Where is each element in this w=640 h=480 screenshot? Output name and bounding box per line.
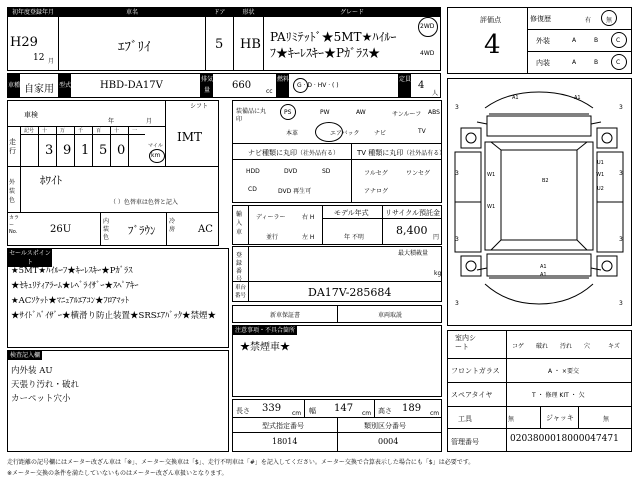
footer-line-2: ※メーター交換の条件を満たしていないものはメーター改ざん車扱いとなります。 [7, 470, 228, 477]
tv-item-b-0: アナログ [364, 188, 389, 195]
equip-item-0: PS [284, 109, 292, 116]
import-dealer: ディーラー [256, 214, 286, 221]
interior-grade-2: C [616, 59, 621, 66]
ac-value: AC [198, 224, 213, 235]
drive-4wd: 4WD [420, 50, 435, 57]
repair-label: 修復歴 [530, 15, 551, 23]
diag-b2: B2 [542, 178, 549, 184]
diag-num-7: 3 [619, 300, 623, 307]
mileage-digit-4: 5 [99, 143, 108, 158]
diag-a1-rear: A1 [540, 264, 547, 270]
length-label: 長さ [236, 407, 250, 415]
vehicle-type-header: 車種 [8, 74, 20, 97]
displacement-unit: cc [266, 88, 273, 95]
inspector-header: 検査記入欄 [9, 352, 40, 359]
equipment-label: 装備品に丸印 [236, 108, 267, 123]
mileage-digit-head-2: 万 [60, 128, 66, 134]
drive-2wd: 2WD [420, 23, 435, 30]
tv-label-sub: （社外品有る） [403, 150, 446, 157]
mileage-digit-5: 0 [117, 143, 126, 158]
recycle-value: 8,400 [396, 224, 428, 237]
mileage-digit-head-6: 一 [132, 128, 138, 134]
shift-label: シフト [190, 103, 209, 110]
chassis-label: 車台番号 [235, 285, 247, 299]
mileage-cell-divider [56, 126, 57, 166]
chassis-number: DA17V-285684 [308, 286, 392, 299]
vehicle-type: 自家用 [24, 84, 54, 95]
reg-month: 12 [33, 53, 45, 63]
max-load-unit: kg [434, 270, 442, 277]
height-unit: cm [430, 410, 440, 417]
sales-line-3: ★ｻｲﾄﾞﾊﾞｲｻﾞｰ★横滑り防止装置★SRSｴｱﾊﾞｯｸ★禁煙★ [11, 311, 217, 321]
tv-item-0: フルセグ [364, 170, 388, 177]
repair-no: 無 [606, 17, 613, 24]
nav-item-b-1: DVD 再生可 [278, 188, 312, 195]
tools-label: 工具 [458, 415, 472, 423]
mileage-cell-divider [74, 126, 75, 166]
inspector-line-0: 内外装 AU [11, 366, 53, 376]
import-right: 右 H [302, 214, 315, 221]
displacement-header: 排気量 [201, 74, 213, 97]
sheet-item-2: 汚れ [560, 343, 573, 350]
diag-num-1: 3 [619, 104, 623, 111]
tools-value: 無 [508, 416, 515, 423]
sales-line-1: ★ｾｷｭﾘﾃｨｱﾗｰﾑ★ﾚﾍﾞﾗｲｻﾞｰ★ｽﾍﾟｱｷｰ [11, 281, 139, 291]
recycle-unit: 円 [433, 234, 440, 241]
diag-a1-top: A1 [512, 95, 519, 101]
mileage-digit-head-5: 十 [114, 128, 120, 134]
mgmt-number: 0203800018000047471 [510, 434, 619, 444]
ac-label: 冷房 [169, 218, 176, 233]
row2-table [7, 73, 441, 98]
mgmt-label: 管理番号 [451, 438, 479, 446]
exterior-label: 外装 [536, 37, 550, 45]
nav-item-2: SD [322, 168, 331, 175]
model-year-value: 年 不明 [344, 234, 364, 241]
color-note: （ ）色替車は色替と記入 [110, 199, 178, 206]
notes-value: ★禁煙車★ [240, 342, 290, 353]
mileage-label: 走行 [9, 138, 16, 155]
mileage-unit-km: km [151, 152, 161, 159]
color-code-label: カラーNo. [9, 215, 20, 235]
shape-header: 形状 [234, 8, 263, 17]
exterior-c-circle [611, 32, 627, 48]
sheet-item-3: 穴 [584, 343, 591, 350]
door-header: ドア [206, 8, 233, 17]
class-no: 0004 [378, 437, 399, 446]
mileage-unit-mile: マイル [148, 143, 163, 149]
equip-item-2: AW [356, 109, 366, 116]
exterior-grade-0: A [572, 37, 577, 44]
interior-c-circle [611, 54, 627, 70]
mileage-digit-3: 1 [81, 143, 90, 158]
equip-item-2-0: 本革 [286, 130, 299, 137]
height-value: 189 [402, 403, 422, 414]
score-label: 評価点 [480, 16, 501, 24]
notes-box [232, 325, 442, 397]
interior-color: ﾌﾞﾗｳﾝ [128, 224, 156, 237]
car-diagram [447, 78, 632, 326]
sheet-item-4: キズ [608, 343, 620, 350]
nav-item-0: HDD [246, 168, 260, 175]
type-no: 18014 [272, 437, 298, 446]
diag-num-0: 3 [455, 104, 459, 111]
import-parallel: 並行 [266, 234, 279, 241]
grade-header: グレード [264, 8, 440, 17]
capacity-header: 定員 [399, 74, 411, 97]
front-glass-value: A ・ ×要交 [548, 368, 579, 375]
recycle-label: リサイクル預託金 [385, 209, 441, 217]
import-label: 輸入車 [236, 211, 243, 236]
sales-points-header: セールスポイント [9, 250, 51, 266]
equip-item-1: PW [320, 109, 330, 116]
equip-item-2-1: エアバック [330, 130, 360, 137]
tv-label-text: TV 種類に丸印 [357, 149, 404, 157]
reg-date-header: 初年度登録年月 [8, 8, 58, 17]
nav-label-sub: （社外品有る） [297, 150, 340, 157]
car-name: ｴﾌﾞﾘｲ [118, 40, 151, 55]
inspector-line-1: 天張り汚れ・破れ [11, 380, 80, 390]
nav-item-1: DVD [284, 168, 298, 175]
sales-line-2: ★ACｿｹｯﾄ★ﾏﾆｭｱﾙｴｱｺﾝ★ﾌﾛｱﾏｯﾄ [11, 296, 130, 306]
exterior-grade-2: C [616, 37, 621, 44]
reg-month-unit: 月 [48, 58, 55, 65]
mileage-digit-2: 9 [63, 143, 72, 158]
vehicle-manual: 車両取説 [378, 312, 403, 319]
diag-num-5: 3 [619, 236, 623, 243]
tv-item-1: ワンセグ [406, 170, 431, 177]
length-unit: cm [292, 410, 302, 417]
diag-num-2: 3 [455, 170, 459, 177]
spare-tire-value: T ・ 修理 KIT ・ 欠 [532, 392, 585, 399]
color-label: 外装色 [9, 179, 16, 204]
nav-item-b-0: CD [248, 186, 257, 193]
jack-value: 無 [603, 416, 610, 423]
sales-line-0: ★5MT★ﾊｲﾙｰﾌ★ｷｰﾚｽｷｰ★Pｶﾞﾗｽ [11, 266, 133, 276]
model-header: 型式 [59, 74, 71, 97]
evaluation-score: 4 [484, 30, 501, 60]
footer-line-1: 走行距離の記号欄にはメーター改ざん車は「※」、メーター交換車は「$」、走行不明車は「#」を記入してください。メーター交換で合算表示した場合にも「$」は必要です。 [7, 459, 475, 466]
diag-num-3: 3 [619, 170, 623, 177]
interior-label: 内装 [536, 59, 550, 67]
height-label: 高さ [378, 407, 392, 415]
notes-header: 注意事項・不具合箇所 [234, 327, 295, 334]
diag-w1-rear: W1 [487, 204, 496, 210]
door-count: 5 [215, 37, 224, 52]
new-car-warranty: 新車保証書 [270, 312, 301, 319]
color-code: 26U [50, 224, 72, 235]
mileage-digit-head-0: 記号 [24, 128, 35, 134]
mileage-digit-head-3: 千 [78, 128, 84, 134]
interior-color-label: 内装色 [103, 218, 110, 241]
mileage-digit-head-1: 十 [42, 128, 48, 134]
length-value: 339 [262, 403, 282, 414]
model-year-label: モデル年式 [334, 209, 369, 217]
diag-w1-left: W1 [487, 172, 496, 178]
inspection-month: 月 [146, 118, 153, 125]
diag-a1-top-2: A1 [574, 95, 581, 101]
mileage-cell-divider [38, 126, 39, 166]
equip-item-3: サンルーフ [392, 111, 422, 118]
car-name-header: 車名 [59, 8, 205, 17]
spare-tire-label: スペアタイヤ [451, 391, 493, 399]
mileage-cell-divider [92, 126, 93, 166]
equip-item-2-3: TV [418, 128, 426, 135]
diag-num-6: 3 [455, 300, 459, 307]
grade-line-2: ﾌ★ｷｰﾚｽｷｰ★Pｶﾞﾗｽ★ [270, 46, 381, 60]
diag-u1: U1 [597, 160, 604, 166]
interior-sheet-label: 室内シート [455, 334, 476, 351]
interior-grade-1: B [594, 59, 599, 66]
diag-num-4: 3 [455, 236, 459, 243]
mileage-digit-head-4: 百 [96, 128, 102, 134]
jack-label: ジャッキ [546, 414, 574, 422]
width-unit: cm [362, 410, 372, 417]
exterior-grade-1: B [594, 37, 599, 44]
tv-label [357, 148, 445, 158]
diag-a1-rear-2: A1 [540, 272, 547, 278]
repair-yes: 有 [585, 17, 592, 24]
mileage-digit-1: 3 [45, 143, 54, 158]
equip-item-2-2: ナビ [374, 130, 387, 137]
model-code: HBD-DA17V [100, 80, 163, 91]
reg-year: H29 [10, 35, 38, 50]
body-shape: HB [240, 37, 261, 52]
width-label: 幅 [309, 407, 316, 415]
shift-value: IMT [177, 130, 203, 144]
nav-label [248, 148, 339, 158]
sheet-item-0: コゲ [512, 343, 525, 350]
fuel-header: 燃料 [277, 74, 289, 97]
diag-u2: U2 [597, 186, 604, 192]
inspection-label: 車検 [24, 111, 38, 119]
class-no-label: 類別区分番号 [364, 422, 406, 430]
front-glass-label: フロントガラス [451, 367, 500, 375]
interior-grade-0: A [572, 59, 577, 66]
fuel-options: G · D · HV · ( ) [297, 82, 339, 89]
capacity-unit: 人 [432, 90, 439, 97]
inspection-year: 年 [108, 118, 115, 125]
capacity: 4 [418, 80, 425, 91]
nav-label-text: ナビ種類に丸印 [248, 149, 297, 157]
max-load-label: 最大積載量 [398, 250, 429, 257]
type-no-label: 型式指定番号 [262, 422, 304, 430]
exterior-color: ﾎﾜｲﾄ [40, 174, 62, 187]
import-left: 左 H [302, 234, 315, 241]
grade-line-1: PAﾘﾐﾃｯﾄﾞ★5MT★ﾊｲﾙｰ [270, 30, 397, 44]
mileage-cell-divider [110, 126, 111, 166]
inspector-line-2: カーペット穴小 [11, 394, 71, 404]
width-value: 147 [334, 403, 354, 414]
sheet-item-1: 破れ [536, 343, 549, 350]
equip-item-4: ABS [428, 109, 440, 116]
displacement: 660 [232, 80, 252, 91]
reg-no-label: 登録番号 [236, 252, 243, 283]
diag-w1-right: W1 [596, 172, 605, 178]
mileage-cell-divider [128, 126, 129, 166]
